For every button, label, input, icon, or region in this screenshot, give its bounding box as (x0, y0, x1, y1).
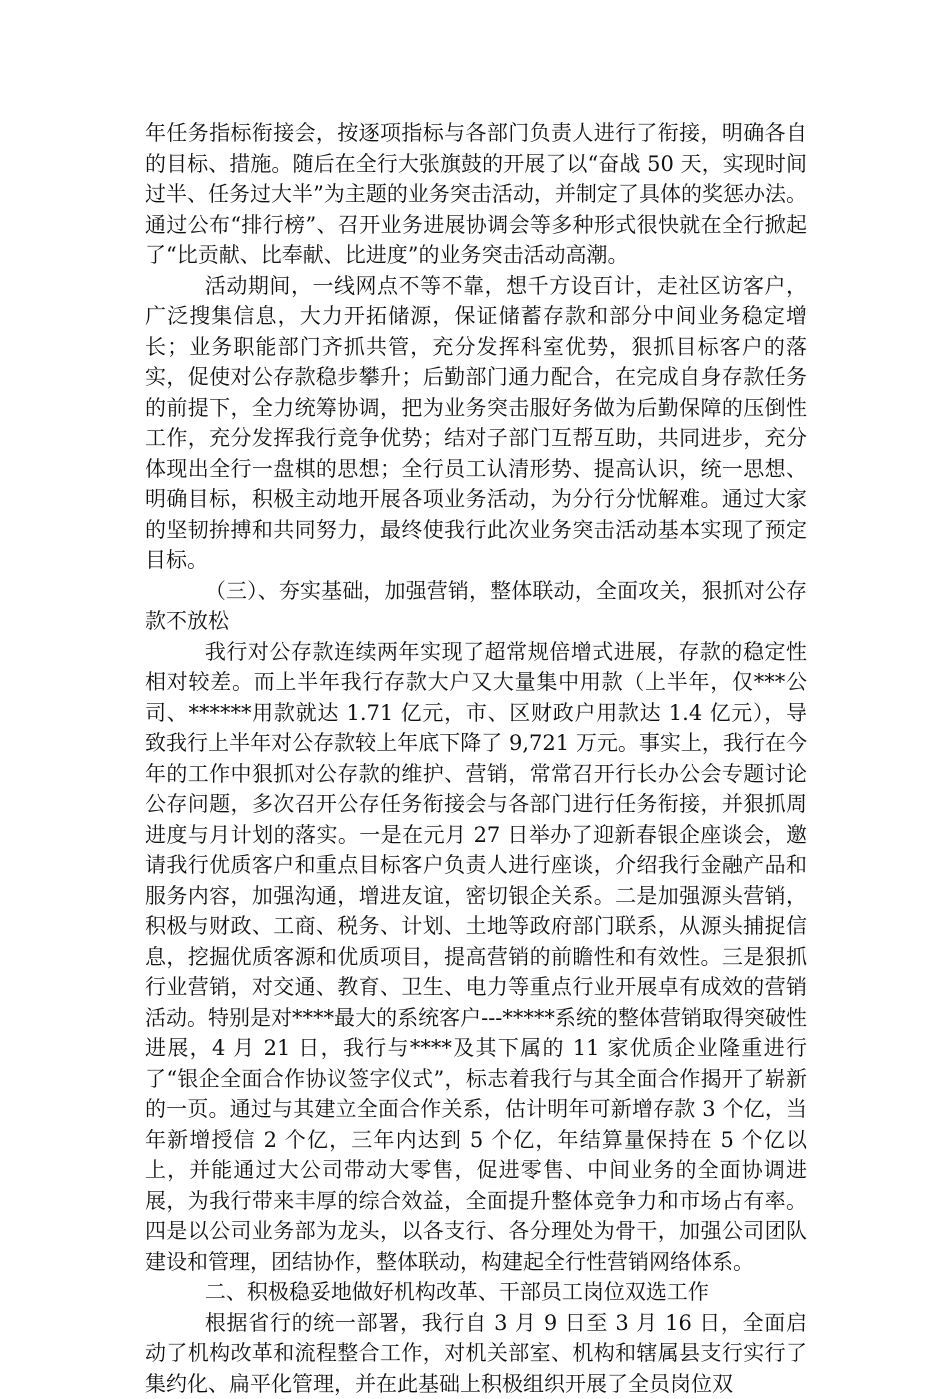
paragraph-activity-period: 活动期间，一线网点不等不靠，想千方设百计，走社区访客户，广泛搜集信息，大力开拓储源，保证储蓄存款和部分中间业务稳定增长；业务职能部门齐抓共管，充分发挥科室优势，狠抓目标客户的落实，促使对公存款稳步攀升；后勤部门通力配合，在完成自身存款任务的前提下，全力统筹协调，把为业务突击服好务做为后勤保障的压倒性工作，充分发挥我行竞争优势；结对子部门互帮互助，共同进步，充分体现出全行一盘棋的思想；全行员工认清形势、提高认识，统一思想、明确目标，积极主动地开展各项业务活动，为分行分忧解难。通过大家的坚韧拚搏和共同努力，最终使我行此次业务突击活动基本实现了预定目标。 (145, 271, 807, 576)
section-heading-corporate-deposits: （三）、夯实基础，加强营销，整体联动，全面攻关，狠抓对公存款不放松 (145, 576, 807, 637)
section-heading-institutional-reform: 二、积极稳妥地做好机构改革、干部员工岗位双选工作 (145, 1277, 807, 1308)
document-body (145, 118, 807, 1399)
paragraph-institutional-reform: 根据省行的统一部署，我行自 3 月 9 日至 3 月 16 日，全面启动了机构改革和流程整合工作，对机关部室、机构和辖属县支行实行了集约化、扁平化管理，并在此基础上积极组织开展了全员岗位双 (145, 1308, 807, 1399)
paragraph-corporate-deposits: 我行对公存款连续两年实现了超常规倍增式进展，存款的稳定性相对较差。而上半年我行存款大户又大量集中用款（上半年，仅***公司、******用款就达 1.71 亿元，市、区财政户用款达 1.4 亿元），导致我行上半年对公存款较上年底下降了 9,721 万元。事实上，我行在今年的工作中狠抓对公存款的维护、营销，常常召开行长办公会专题讨论公存问题，多次召开公存任务衔接会与各部门进行任务衔接，并狠抓周进度与月计划的落实。一是在元月 27 日举办了迎新春银企座谈会，邀请我行优质客户和重点目标客户负责人进行座谈，介绍我行金融产品和服务内容，加强沟通，增进友谊，密切银企关系。二是加强源头营销，积极与财政、工商、税务、计划、土地等政府部门联系，从源头捕捉信息，挖掘优质客源和优质项目，提高营销的前瞻性和有效性。三是狠抓行业营销，对交通、教育、卫生、电力等重点行业开展卓有成效的营销活动。特别是对****最大的系统客户---*****系统的整体营销取得突破性进展，4 月 21 日，我行与****及其下属的 11 家优质企业隆重进行了“银企全面合作协议签字仪式”，标志着我行与其全面合作揭开了崭新的一页。通过与其建立全面合作关系，估计明年可新增存款 3 个亿，当年新增授信 2 个亿，三年内达到 5 个亿，年结算量保持在 5 个亿以上，并能通过大公司带动大零售，促进零售、中间业务的全面协调进展，为我行带来丰厚的综合效益，全面提升整体竞争力和市场占有率。四是以公司业务部为龙头，以各支行、各分理处为骨干，加强公司团队建设和管理，团结协作，整体联动，构建起全行性营销网络体系。 (145, 637, 807, 1278)
paragraph-task-meeting: 年任务指标衔接会，按逐项指标与各部门负责人进行了衔接，明确各自的目标、措施。随后在全行大张旗鼓的开展了以“奋战 50 天，实现时间过半、任务过大半”为主题的业务突击活动，并制定了具体的奖惩办法。通过公布“排行榜”、召开业务进展协调会等多种形式很快就在全行掀起了“比贡献、比奉献、比进度”的业务突击活动高潮。 (145, 118, 807, 271)
